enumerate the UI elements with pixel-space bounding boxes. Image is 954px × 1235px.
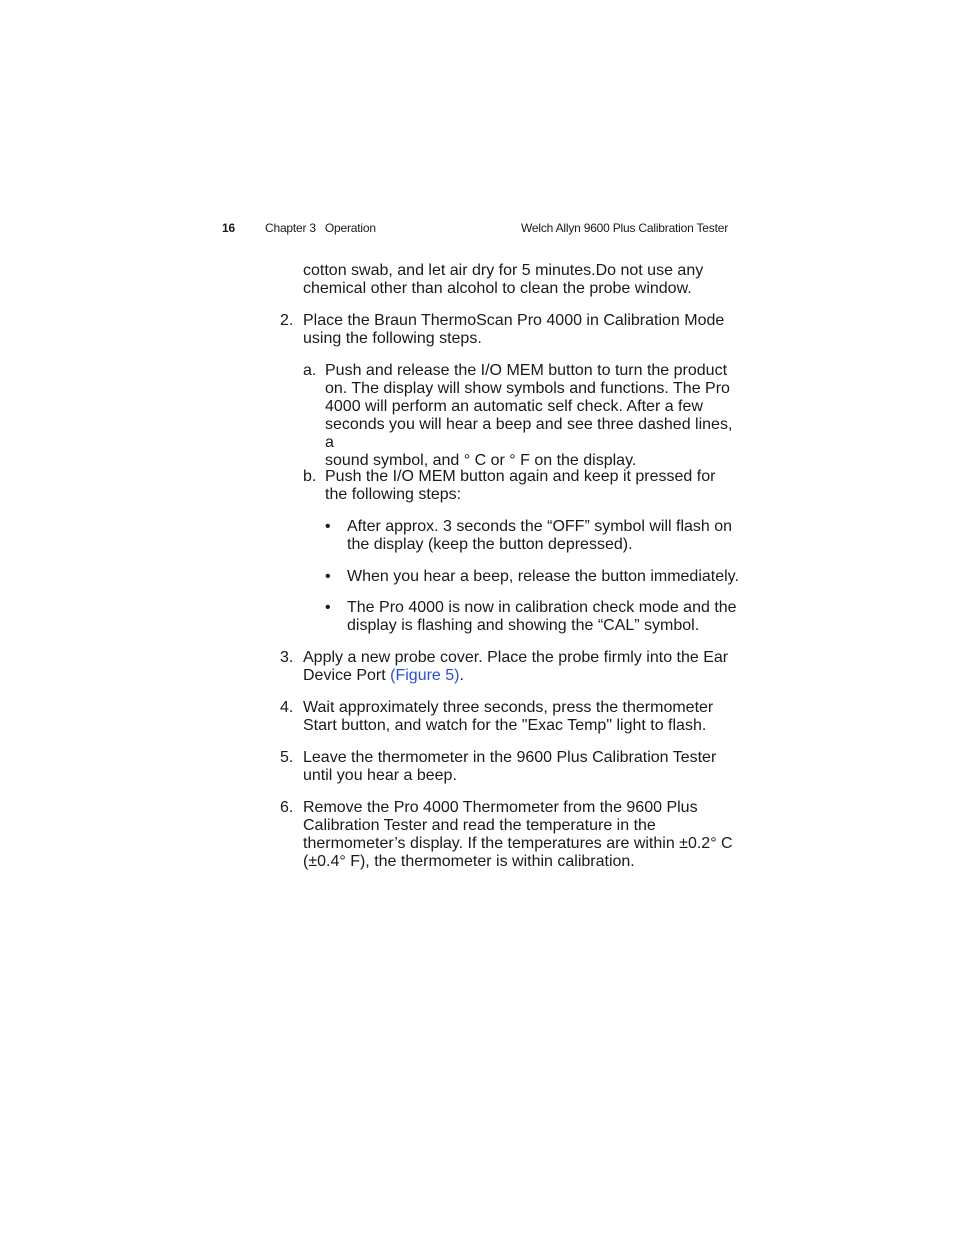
book-title: Welch Allyn 9600 Plus Calibration Tester: [520, 221, 728, 235]
text-line: Calibration Tester and read the temperature in the: [303, 817, 656, 834]
text-line: After approx. 3 seconds the “OFF” symbol will flash on: [347, 518, 733, 535]
text-line: When you hear a beep, release the button immediately.: [347, 568, 739, 585]
bullet-icon: •: [325, 518, 331, 535]
text-line: sound symbol, and ° C or ° F on the display.: [325, 452, 637, 469]
text-line: Apply a new probe cover. Place the probe firmly into the Ear: [303, 649, 729, 666]
text-line: Wait approximately three seconds, press the thermometer: [303, 699, 714, 716]
text-line: until you hear a beep.: [303, 767, 457, 784]
substep-letter: b.: [303, 468, 317, 485]
text-line: thermometer’s display. If the temperatures are within ±0.2° C: [303, 835, 733, 852]
text-line: The Pro 4000 is now in calibration check mode and the: [347, 599, 737, 616]
step-number: 3.: [280, 649, 294, 666]
text-line: Leave the thermometer in the 9600 Plus Calibration Tester: [303, 749, 717, 766]
page-header: [222, 221, 728, 239]
text-line: seconds you will hear a beep and see three dashed lines, a: [325, 416, 733, 451]
step-number: 2.: [280, 312, 294, 329]
bullet-icon: •: [325, 568, 331, 585]
text-line: Start button, and watch for the "Exac Temp" light to flash.: [303, 717, 707, 734]
text-line: using the following steps.: [303, 330, 482, 347]
chapter-title: Operation: [324, 221, 376, 235]
chapter-heading: [265, 221, 376, 235]
text-line: Push and release the I/O MEM button to turn the product: [325, 362, 728, 379]
figure-5-link[interactable]: (Figure 5): [390, 667, 460, 684]
continuation-paragraph: [303, 262, 743, 298]
text-line: chemical other than alcohol to clean the probe window.: [303, 280, 692, 297]
chapter-label: Chapter 3: [265, 221, 316, 235]
text-line: [303, 667, 743, 685]
substep-letter: a.: [303, 362, 317, 379]
text-line: on. The display will show symbols and functions. The Pro: [325, 380, 730, 397]
text-line: the following steps:: [325, 486, 462, 503]
bullet-icon: •: [325, 599, 331, 616]
text-run: .: [459, 667, 464, 684]
text-line: Remove the Pro 4000 Thermometer from the 9600 Plus: [303, 799, 698, 816]
text-line: display is flashing and showing the “CAL” symbol.: [347, 617, 700, 634]
text-line: Place the Braun ThermoScan Pro 4000 in Calibration Mode: [303, 312, 725, 329]
text-line: Push the I/O MEM button again and keep it pressed for: [325, 468, 716, 485]
step-number: 6.: [280, 799, 294, 816]
text-line: 4000 will perform an automatic self check. After a few: [325, 398, 703, 415]
page-number: 16: [222, 221, 235, 235]
text-line: cotton swab, and let air dry for 5 minutes.Do not use any: [303, 262, 704, 279]
text-line: the display (keep the button depressed).: [347, 536, 633, 553]
step-number: 5.: [280, 749, 294, 766]
text-run: Device Port: [303, 667, 391, 684]
step-number: 4.: [280, 699, 294, 716]
text-line: (±0.4° F), the thermometer is within calibration.: [303, 853, 635, 870]
